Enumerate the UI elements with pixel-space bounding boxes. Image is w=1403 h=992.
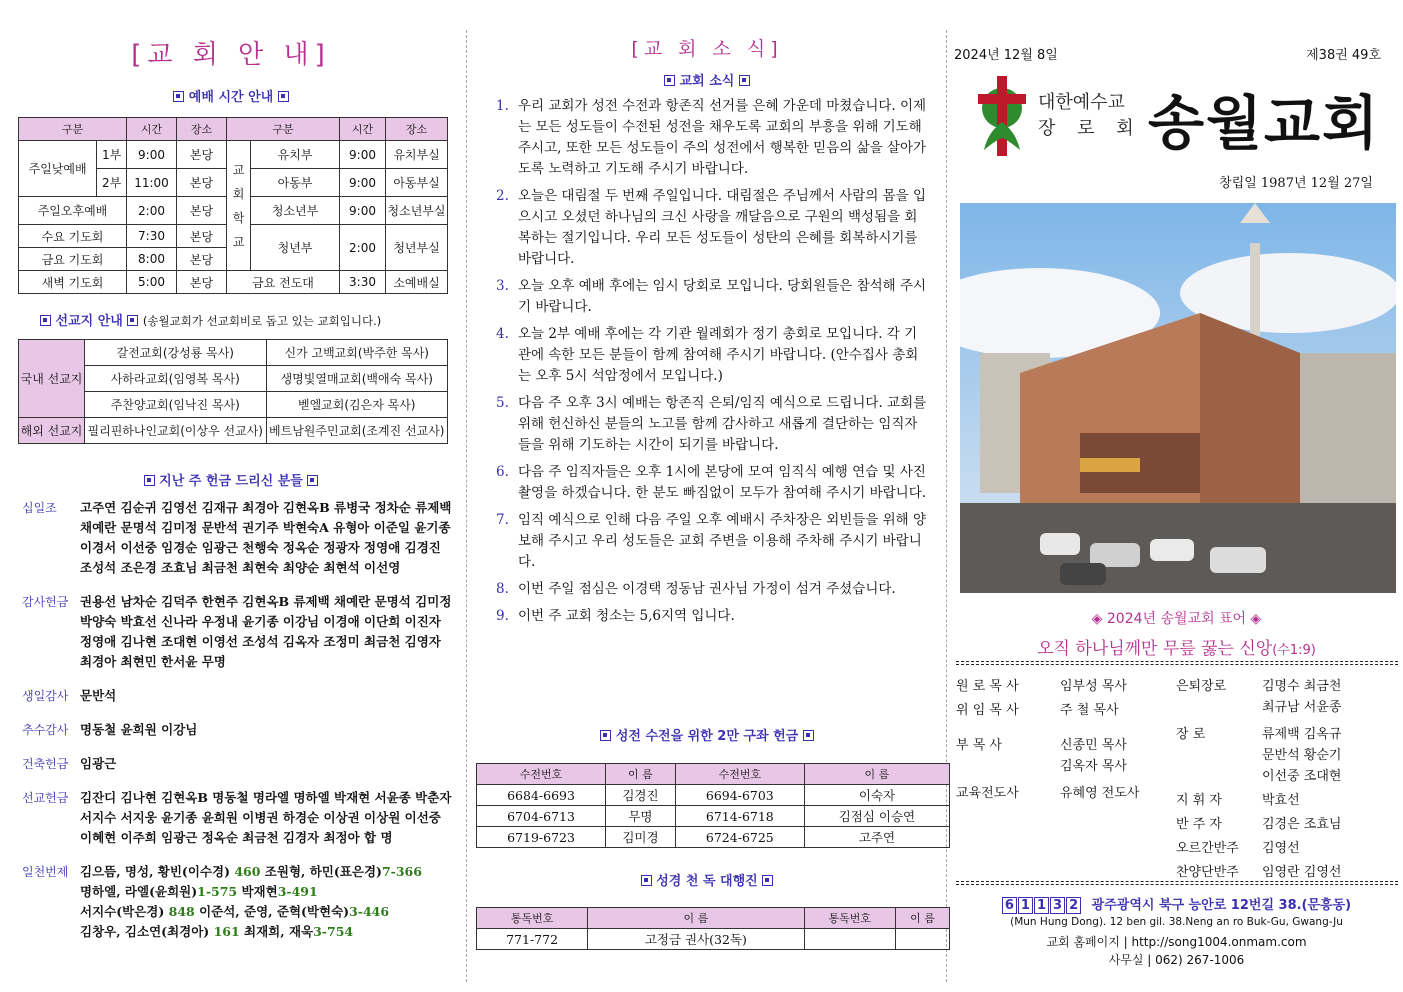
divider [956, 881, 1398, 885]
list-item: 1. 우리 교회가 성전 수전과 항존직 선거를 은혜 가운데 마쳤습니다. 이제는 모든 성도들이 수전된 성전을 채우도록 교회의 부흥을 위해 기도해 주시고, 또한 모든 성도들이 주의 성전에서 행복한 믿음의 삶을 살아가도록 노력하고 기도해 주시기 바랍니다. [496, 98, 927, 177]
divider [956, 661, 1398, 665]
office-phone: 사무실 | 062) 267-1006 [1108, 953, 1245, 967]
list-item: 건축헌금 임광근 [22, 756, 117, 771]
box-icon [762, 875, 773, 886]
motto: 오직 하나님께만 무릎 꿇는 신앙(수1:9) [1037, 639, 1316, 659]
box-icon [600, 730, 611, 741]
list-item: 선교헌금 김잔디 김나현 김현옥B 명동철 명라엘 명하엘 박재현 서윤종 박춘자 서지수 서지웅 윤기종 윤희원 이병권 하경순 이상권 이상원 이선중 이혜현 이주희 임광근 정옥순 최금천 김경자 최정아 합 명 [22, 790, 452, 845]
mission-heading: 선교지 안내 (송월교회가 선교회비로 돕고 있는 교회입니다.) [40, 310, 381, 329]
box-icon [127, 315, 138, 326]
table-row: 771-772 고정금 권사(32독) [477, 929, 950, 950]
list-item: 9. 이번 주 교회 청소는 5,6지역 입니다. [496, 608, 735, 624]
denomination: 대한예수교 장 로 회 [1038, 92, 1142, 139]
list-item: 7. 임직 예식으로 인해 다음 주일 오후 예배시 주차장은 외빈들을 위해 양보해 주시고 우리 성도들은 교회 주변을 이용해 주차해 주시기 바랍니다. [496, 512, 927, 570]
news-heading: 교회 소식 [470, 70, 944, 89]
church-name: 송월교회 [1148, 89, 1381, 157]
table-row: 6684-6693 김경진 6694-6703 이숙자 [477, 785, 950, 806]
motto-heading: ◈ 2024년 송월교회 표어 ◈ [1091, 611, 1262, 627]
box-icon [739, 75, 750, 86]
list-item: 생일감사 문반석 [22, 688, 117, 703]
staff-left: 원 로 목 사 임부성 목사 위 임 목 사 주 철 목사 부 목 사 신종민 목사 김옥자 목사 교육전도사 유혜영 전도사 [956, 679, 1140, 801]
address: 6 1 1 3 2 광주광역시 북구 능안로 12번길 38.(문흥동) [950, 894, 1403, 914]
list-item: 3. 오늘 오후 예배 후에는 임시 당회로 모입니다. 당회원들은 참석해 주시기 바랍니다. [496, 278, 927, 315]
box-icon [664, 75, 675, 86]
donation-table: 수전번호 이 름 수전번호 이 름 6684-6693 김경진 6694-6703 이숙자 6704-6713 무명 6714-6718 김점심 이승연 6719-6723 김미경 6724-6725 고주연 [476, 763, 950, 848]
offering-list [22, 498, 452, 942]
list-item: 5. 다음 주 오후 3시 예배는 항존직 은퇴/임직 예식으로 드립니다. 교회를 위해 헌신하신 분들의 노고를 함께 감사하고 새롭게 결단하는 임직자들을 위해 기도하는 시간이 되기를 바랍니다. [496, 395, 927, 453]
cross-logo [974, 72, 1030, 158]
box-icon [40, 315, 51, 326]
news-title: [교 회 소 식] [631, 38, 783, 60]
list-item: 4. 오늘 2부 예배 후에는 각 기관 월례회가 정기 총회로 모입니다. 각 기관에 속한 모든 분들이 함께 참여해 주시기 바랍니다. (안수집사 총회는 오후 5시 석암정에서 모입니다.) [496, 326, 919, 384]
list-item: 6. 다음 주 임직자들은 오후 1시에 본당에 모여 임직식 예행 연습 및 사진 촬영을 하겠습니다. 한 분도 빠짐없이 모두가 참여해 주시기 바랍니다. [496, 464, 927, 501]
list-item: 2. 오늘은 대림절 두 번째 주일입니다. 대림절은 주님께서 사람의 몸을 입으시고 오셨던 하나님의 크신 사랑을 깨달음으로 구원의 백성됨을 회복하는 절기입니다. 우리 모든 성도들이 성탄의 은혜를 회복하시기를 바랍니다. [496, 188, 927, 267]
worship-heading: 예배 시간 안내 [0, 86, 462, 105]
list-item: 8. 이번 주일 점심은 이경택 정동남 권사님 가정이 섬겨 주셨습니다. [496, 581, 896, 597]
column-church-news [470, 0, 944, 992]
offering-heading: 지난 주 헌금 드리신 분들 [0, 470, 462, 489]
list-item: 추수감사 명동철 윤희원 이강님 [22, 722, 198, 737]
box-icon [803, 730, 814, 741]
table-row: 6704-6713 무명 6714-6718 김점심 이승연 [477, 806, 950, 827]
box-icon [173, 91, 184, 102]
list-item: 십일조 고주연 김순귀 김영선 김재규 최경아 김현옥B 류병국 정차순 류제백 채예란 문명석 김미정 문반석 권기주 박현숙A 유형아 이준일 윤기종 이경서 이선중 임경순 임광근 천행숙 정옥순 정광자 정영애 김경진 조성석 조은경 조효님 최금천 최현숙 최양순 최현석 이선영 [22, 500, 452, 575]
news-list [496, 96, 928, 633]
box-icon [278, 91, 289, 102]
donation-heading: 성전 수전을 위한 2만 구좌 헌금 [470, 725, 944, 744]
box-icon [144, 475, 155, 486]
church-photo [960, 203, 1396, 593]
staff-right: 은퇴장로 김명수 최금천 최규남 서윤종 장 로 류제백 김옥규 문반석 황순기 이선중 조대현 지 휘 자 박효선 반 주 자 김경은 조효님 오르간반주 김영선 찬양단반주 임영란 김영선 [1176, 679, 1342, 880]
box-icon [307, 475, 318, 486]
date: 2024년 12월 8일 [954, 48, 1058, 63]
address-en: (Mun Hung Dong). 12 ben gil. 38.Neng an ro Buk-Gu, Gwang-Ju [1010, 916, 1343, 928]
reading-heading: 성경 천 독 대행진 [470, 870, 944, 889]
worship-table: 구분 시간 장소 구분 시간 장소 주일낮예배 1부 9:00 본당 교 회 학 교 유치부 9:00 유치부실 2부 11:00 본당 아동부 9:00 아동부실 주일오후예배 2:00 본당 청소년부 9:00 청소년부실 수요 기도회 7:30 본당 청년부 2:00 청년부실 금요 기도회 8:00 본당 새벽 기도회 5:00 본당 금요 전도대 3:30 소예배실 [18, 117, 448, 294]
column-church-info [0, 0, 462, 992]
table-row: 6719-6723 김미경 6724-6725 고주연 [477, 827, 950, 848]
reading-table: 통독번호 이 름 통독번호 이 름 771-772 고정금 권사(32독) [476, 907, 950, 950]
list-item: 일천번제 김으뜸, 명성, 황빈(이수경) 460 조원형, 하민(표은경)7-366 명하엘, 라엘(윤희원)1-575 박재현3-491 서지수(박은경) 848 이준석, 준영, 준혁(박현숙)3-446 김창우, 김소연(최경아) 161 최재희, 재욱3-754 [22, 864, 422, 939]
list-item: 감사헌금 권용선 남차순 김덕주 한현주 김현옥B 류제백 채예란 문명석 김미정 박양숙 박효선 신나라 우정내 윤기종 이강님 이경애 이단희 이진자 정영애 김나현 조대현 이영선 조성석 김옥자 조정미 최금천 김영자 최경아 최현민 한서윤 무명 [22, 594, 452, 669]
postal-code: 6 1 1 3 2 [1002, 897, 1081, 914]
column-cover [950, 0, 1403, 992]
issue-number: 제38권 49호 [1306, 48, 1381, 63]
box-icon [641, 875, 652, 886]
mission-table: 국내 선교지 갈전교회(강성룡 목사) 신가 고백교회(박주한 목사) 사하라교회(임영복 목사) 생명빛열매교회(백애숙 목사) 주찬양교회(임낙진 목사) 벧엘교회(김은자 목사) 해외 선교지 필리핀하나인교회(이상우 선교사) 베트남원주민교회(조계진 선교사) [18, 339, 448, 444]
homepage[interactable]: 교회 홈페이지 | http://song1004.onmam.com [1046, 935, 1307, 949]
founded-date: 창립일 1987년 12월 27일 [1219, 176, 1373, 191]
page-title: [교 회 안 내] [131, 40, 331, 70]
